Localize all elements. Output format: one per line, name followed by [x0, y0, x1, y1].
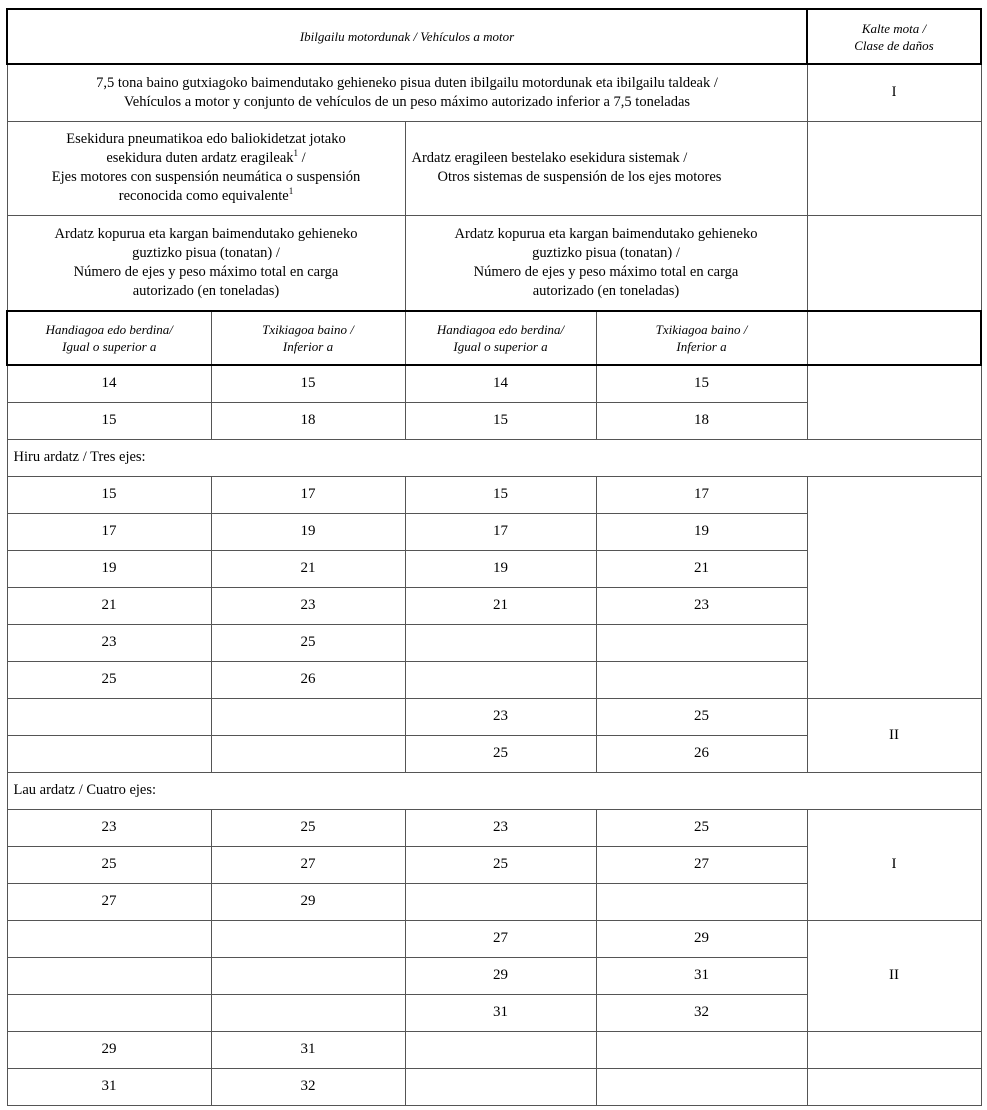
- cell-ge-2: 23: [405, 698, 596, 735]
- cell-ge-2: 17: [405, 513, 596, 550]
- cell-ge-2: 21: [405, 587, 596, 624]
- cell-lt-1: 18: [211, 402, 405, 439]
- cell-ge-2: 19: [405, 550, 596, 587]
- empty-cell: [807, 1068, 981, 1105]
- cell-ge-2: [405, 1031, 596, 1068]
- col-header-ge-2: Handiagoa edo berdina/ Igual o superior a: [405, 311, 596, 365]
- cell-lt-2: [596, 883, 807, 920]
- damage-class-header: Kalte mota / Clase de daños: [807, 9, 981, 64]
- cell-ge-1: 29: [7, 1031, 211, 1068]
- three-axles-label: Hiru ardatz / Tres ejes:: [7, 439, 981, 476]
- cell-ge-1: 25: [7, 661, 211, 698]
- cell-lt-1: 29: [211, 883, 405, 920]
- cell-lt-1: 17: [211, 476, 405, 513]
- cell-lt-2: 15: [596, 365, 807, 402]
- cell-lt-2: 17: [596, 476, 807, 513]
- table-row: [7, 698, 981, 735]
- table-row: [7, 809, 981, 846]
- cell-ge-1: [7, 920, 211, 957]
- cell-ge-2: 31: [405, 994, 596, 1031]
- cell-ge-1: 21: [7, 587, 211, 624]
- cell-ge-1: [7, 698, 211, 735]
- cell-lt-2: 32: [596, 994, 807, 1031]
- cell-lt-2: [596, 1068, 807, 1105]
- cell-lt-2: 25: [596, 809, 807, 846]
- vehicle-damage-table: [6, 8, 982, 1106]
- empty-cell: [807, 311, 981, 365]
- cell-lt-1: 31: [211, 1031, 405, 1068]
- damage-class-cell: I: [807, 809, 981, 920]
- cell-ge-1: 15: [7, 476, 211, 513]
- cell-ge-1: [7, 994, 211, 1031]
- empty-cell: [807, 215, 981, 311]
- table-row: [7, 476, 981, 513]
- cell-lt-1: [211, 957, 405, 994]
- col-header-ge-1: Handiagoa edo berdina/ Igual o superior a: [7, 311, 211, 365]
- cell-ge-1: 27: [7, 883, 211, 920]
- cell-ge-2: [405, 1068, 596, 1105]
- cell-ge-2: [405, 883, 596, 920]
- table-row: [7, 920, 981, 957]
- empty-cell: [807, 365, 981, 439]
- cell-ge-2: 25: [405, 846, 596, 883]
- cell-lt-2: 25: [596, 698, 807, 735]
- cell-lt-2: [596, 1031, 807, 1068]
- cell-ge-2: 23: [405, 809, 596, 846]
- cell-lt-2: 19: [596, 513, 807, 550]
- table-row: [7, 1068, 981, 1105]
- four-axles-label: Lau ardatz / Cuatro ejes:: [7, 772, 981, 809]
- cell-lt-2: 21: [596, 550, 807, 587]
- cell-ge-1: 25: [7, 846, 211, 883]
- damage-class-cell: II: [807, 698, 981, 772]
- empty-cell: [807, 1031, 981, 1068]
- cell-ge-2: 25: [405, 735, 596, 772]
- category-damage-class: I: [807, 64, 981, 121]
- cell-lt-2: 31: [596, 957, 807, 994]
- cell-lt-2: 29: [596, 920, 807, 957]
- cell-ge-2: [405, 624, 596, 661]
- col-header-lt-2: Txikiagoa baino / Inferior a: [596, 311, 807, 365]
- vehicles-header: Ibilgailu motordunak / Vehículos a motor: [7, 9, 807, 64]
- cell-lt-2: 18: [596, 402, 807, 439]
- cell-ge-1: 15: [7, 402, 211, 439]
- empty-cell: [807, 476, 981, 698]
- damage-class-cell: II: [807, 920, 981, 1031]
- col-header-lt-1: Txikiagoa baino / Inferior a: [211, 311, 405, 365]
- cell-lt-2: 26: [596, 735, 807, 772]
- cell-lt-1: 26: [211, 661, 405, 698]
- cell-ge-2: 27: [405, 920, 596, 957]
- cell-ge-2: 15: [405, 402, 596, 439]
- cell-lt-2: 23: [596, 587, 807, 624]
- cell-lt-1: 21: [211, 550, 405, 587]
- cell-lt-1: [211, 920, 405, 957]
- cell-ge-2: [405, 661, 596, 698]
- axles-weight-header-right: Ardatz kopurua eta kargan baimendutako gehieneko guztizko pisua (tonatan) / Número de ejes y peso máximo total en carga autorizado (en toneladas): [405, 215, 807, 311]
- cell-lt-1: [211, 994, 405, 1031]
- cell-lt-1: [211, 735, 405, 772]
- cell-ge-1: 14: [7, 365, 211, 402]
- cell-lt-2: [596, 661, 807, 698]
- cell-lt-1: 25: [211, 624, 405, 661]
- cell-ge-1: [7, 735, 211, 772]
- cell-ge-1: 31: [7, 1068, 211, 1105]
- cell-ge-1: 23: [7, 809, 211, 846]
- other-suspension-header: Ardatz eragileen bestelako esekidura sistemak / Otros sistemas de suspensión de los ejes motores: [405, 121, 807, 215]
- cell-lt-1: 32: [211, 1068, 405, 1105]
- axles-weight-header-left: Ardatz kopurua eta kargan baimendutako gehieneko guztizko pisua (tonatan) / Número de ejes y peso máximo total en carga autorizado (en toneladas): [7, 215, 405, 311]
- cell-lt-1: 27: [211, 846, 405, 883]
- cell-ge-1: 17: [7, 513, 211, 550]
- cell-ge-1: 19: [7, 550, 211, 587]
- table-row: [7, 1031, 981, 1068]
- cell-ge-1: [7, 957, 211, 994]
- cell-lt-1: 23: [211, 587, 405, 624]
- cell-lt-1: 19: [211, 513, 405, 550]
- pneumatic-suspension-header: Esekidura pneumatikoa edo baliokidetzat jotako esekidura duten ardatz eragileak$^1$ / Ejes motores con suspensión neumática o suspensión reconocida como equivalente$^1$: [7, 121, 405, 215]
- cell-ge-1: 23: [7, 624, 211, 661]
- cell-lt-2: 27: [596, 846, 807, 883]
- cell-lt-2: [596, 624, 807, 661]
- cell-lt-1: 25: [211, 809, 405, 846]
- cell-ge-2: 15: [405, 476, 596, 513]
- cell-ge-2: 29: [405, 957, 596, 994]
- cell-lt-1: 15: [211, 365, 405, 402]
- cell-ge-2: 14: [405, 365, 596, 402]
- table-row: [7, 365, 981, 402]
- empty-cell: [807, 121, 981, 215]
- cell-lt-1: [211, 698, 405, 735]
- category-description: 7,5 tona baino gutxiagoko baimendutako gehieneko pisua duten ibilgailu motordunak eta ibilgailu taldeak / Vehículos a motor y conjunto de vehículos de un peso máximo autorizado inferior a 7,5 toneladas: [7, 64, 807, 121]
